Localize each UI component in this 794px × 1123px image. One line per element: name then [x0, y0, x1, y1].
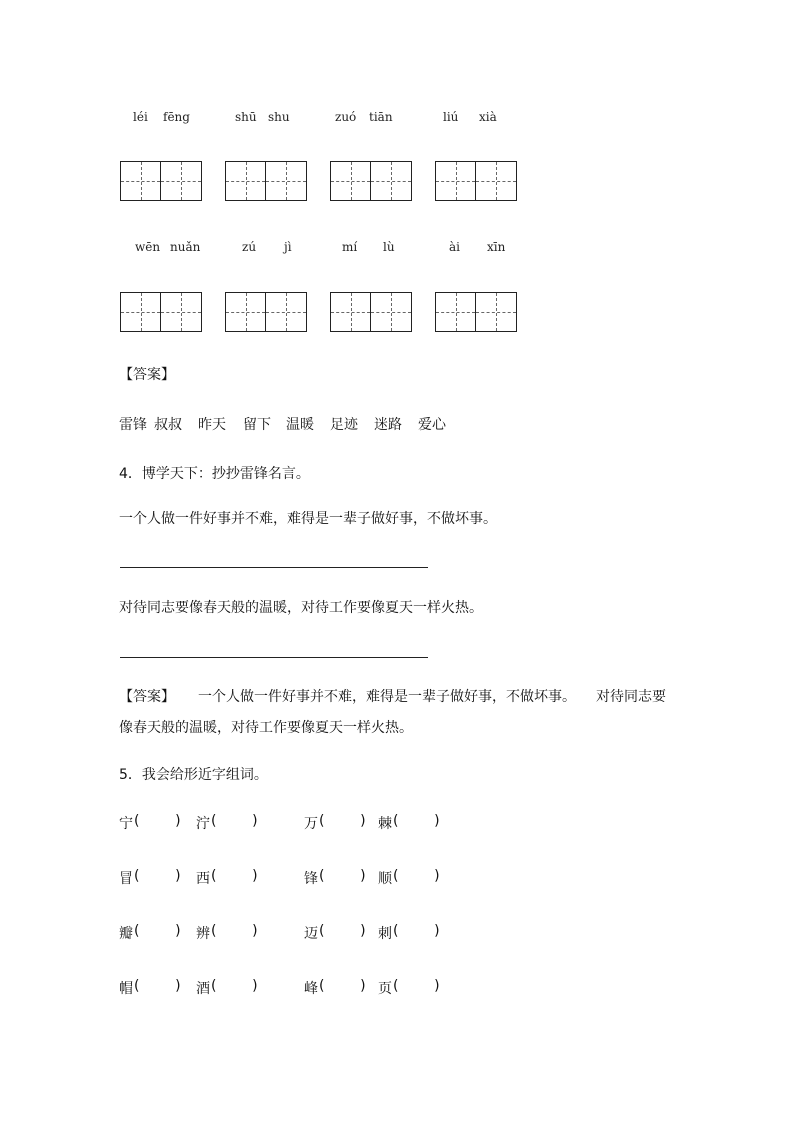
char: 酒 [196, 981, 210, 997]
pinyin-syllable: fēng [163, 110, 190, 124]
blank-paren[interactable]: ( ) [319, 813, 366, 829]
blank-paren[interactable]: ( ) [211, 868, 258, 884]
answer-label: 【答案】 [119, 367, 175, 383]
question-5-title: 5．我会给形近字组词。 [119, 767, 268, 783]
pinyin-syllable: tiān [369, 110, 393, 124]
char: 帽 [119, 981, 133, 997]
writing-grid[interactable] [120, 292, 202, 332]
char: 页 [378, 981, 392, 997]
pinyin-syllable: liú [443, 110, 459, 124]
blank-paren[interactable]: ( ) [211, 978, 258, 994]
answer-word: 足迹 [330, 417, 358, 433]
pinyin-syllable: léi [133, 110, 148, 124]
char: 万 [304, 816, 318, 832]
blank-paren[interactable]: ( ) [319, 868, 366, 884]
char: 宁 [119, 816, 133, 832]
writing-line[interactable] [120, 567, 428, 568]
blank-paren[interactable]: ( ) [134, 923, 181, 939]
writing-grid[interactable] [435, 292, 517, 332]
pinyin-syllable: shū [235, 110, 257, 124]
blank-paren[interactable]: ( ) [134, 868, 181, 884]
blank-paren[interactable]: ( ) [319, 978, 366, 994]
writing-grid[interactable] [120, 161, 202, 201]
answer-word: 温暖 [286, 417, 314, 433]
quote-1: 一个人做一件好事并不难，难得是一辈子做好事，不做坏事。 [119, 511, 497, 527]
answer-label: 【答案】 [119, 689, 175, 705]
blank-paren[interactable]: ( ) [211, 813, 258, 829]
char: 刺 [378, 926, 392, 942]
char: 西 [196, 871, 210, 887]
char: 锋 [304, 871, 318, 887]
pinyin-syllable: zú [242, 240, 257, 254]
pinyin-syllable: mí [342, 240, 358, 254]
blank-paren[interactable]: ( ) [319, 923, 366, 939]
answer-word: 昨天 [198, 417, 226, 433]
char: 峰 [304, 981, 318, 997]
writing-grid[interactable] [225, 161, 307, 201]
answer-text: 一个人做一件好事并不难，难得是一辈子做好事，不做坏事。 [198, 689, 576, 705]
writing-grid[interactable] [330, 161, 412, 201]
answer-word: 留下 [243, 417, 271, 433]
pinyin-syllable: xià [479, 110, 497, 124]
answer-word: 雷锋 [119, 417, 147, 433]
pinyin-syllable: ài [449, 240, 460, 254]
pinyin-syllable: lù [383, 240, 395, 254]
blank-paren[interactable]: ( ) [393, 868, 440, 884]
blank-paren[interactable]: ( ) [134, 978, 181, 994]
quote-2: 对待同志要像春天般的温暖，对待工作要像夏天一样火热。 [119, 600, 483, 616]
char: 顺 [378, 871, 392, 887]
char: 瓣 [119, 926, 133, 942]
writing-grid[interactable] [225, 292, 307, 332]
writing-grid[interactable] [330, 292, 412, 332]
writing-grid[interactable] [435, 161, 517, 201]
pinyin-syllable: xīn [487, 240, 506, 254]
pinyin-syllable: wēn [135, 240, 161, 254]
char: 辨 [196, 926, 210, 942]
writing-line[interactable] [120, 657, 428, 658]
question-4-title: 4．博学天下：抄抄雷锋名言。 [119, 466, 310, 482]
blank-paren[interactable]: ( ) [393, 923, 440, 939]
blank-paren[interactable]: ( ) [393, 813, 440, 829]
pinyin-syllable: jì [284, 240, 292, 254]
answer-word: 迷路 [374, 417, 402, 433]
char: 迈 [304, 926, 318, 942]
answer-word: 叔叔 [154, 417, 182, 433]
pinyin-syllable: shu [268, 110, 290, 124]
answer-text: 对待同志要 [596, 689, 666, 705]
char: 冒 [119, 871, 133, 887]
blank-paren[interactable]: ( ) [393, 978, 440, 994]
blank-paren[interactable]: ( ) [134, 813, 181, 829]
char: 棘 [378, 816, 392, 832]
char: 泞 [196, 816, 210, 832]
blank-paren[interactable]: ( ) [211, 923, 258, 939]
pinyin-syllable: zuó [335, 110, 357, 124]
answer-word: 爱心 [418, 417, 446, 433]
answer-text: 像春天般的温暖，对待工作要像夏天一样火热。 [119, 720, 413, 736]
pinyin-syllable: nuǎn [170, 240, 201, 254]
